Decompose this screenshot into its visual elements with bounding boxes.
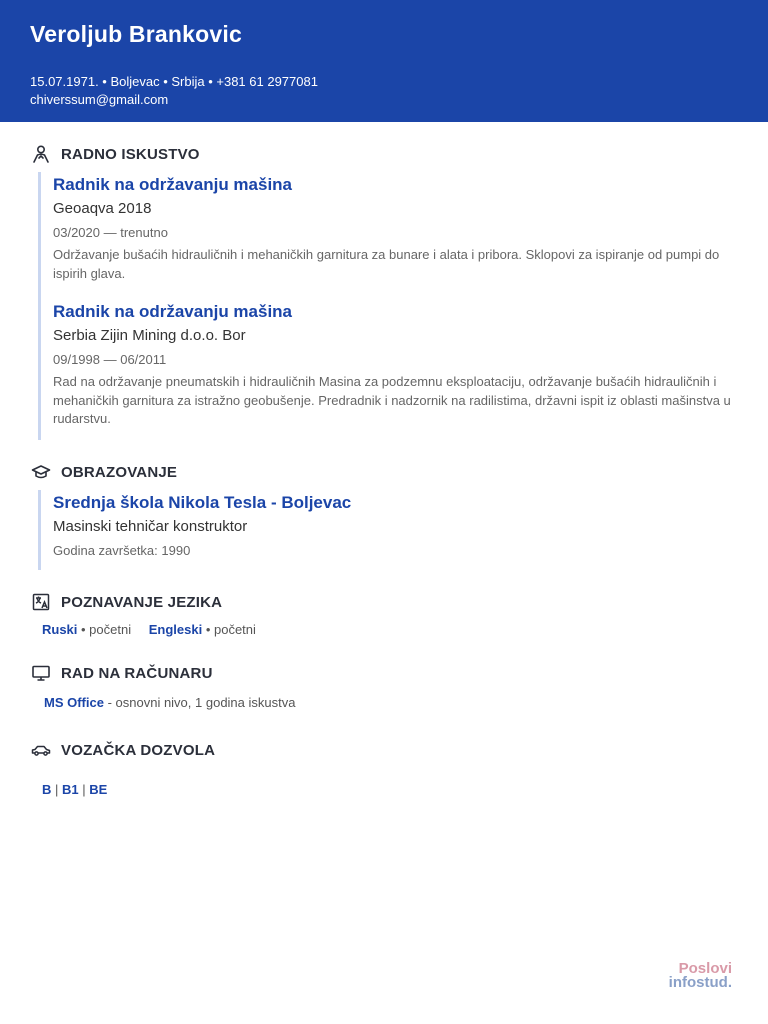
category-separator: | xyxy=(51,782,62,797)
job-description: Rad na održavanje pneumatskih i hidrauličnih Masina za podzemnu eksploataciju, održavanje bušaćih hidrauličnih i mehaničkih garnitura za istražno geobušenje. Predradnik i nadzornik na radilistima, državni ispit iz oblasti mašinstva u rudarstvu. xyxy=(53,374,731,426)
education-list xyxy=(38,490,738,570)
candidate-name: Veroljub Brankovic xyxy=(30,21,242,47)
language-item xyxy=(42,622,131,637)
computer-skill-detail: - osnovni nivo, 1 godina iskustva xyxy=(103,695,296,710)
language-level: • početni xyxy=(77,622,132,637)
person-icon xyxy=(31,144,51,164)
infostud-logo xyxy=(669,962,732,990)
job-period: 03/2020 — trenutno xyxy=(53,225,168,240)
contact-line-personal: 15.07.1971. • Boljevac • Srbija • +381 61 2977081 xyxy=(30,74,318,89)
section-computer-header xyxy=(31,663,213,683)
school-name: Srednja škola Nikola Tesla - Boljevac xyxy=(53,493,352,512)
section-driving-header xyxy=(31,740,215,760)
experience-entry xyxy=(53,301,738,429)
monitor-icon xyxy=(31,663,51,683)
section-title: RADNO ISKUSTVO xyxy=(61,145,200,163)
section-title: VOZAČKA DOZVOLA xyxy=(61,741,216,759)
section-languages-header xyxy=(31,592,222,612)
driving-categories xyxy=(42,782,107,797)
header-banner xyxy=(0,0,768,122)
license-category: BE xyxy=(89,782,108,797)
education-entry xyxy=(53,490,738,560)
language-item xyxy=(149,622,256,637)
graduation-cap-icon xyxy=(31,462,51,482)
section-title: POZNAVANJE JEZIKA xyxy=(61,593,223,611)
degree: Masinski tehničar konstruktor xyxy=(53,518,248,535)
logo-line-poslovi: Poslovi xyxy=(678,960,732,977)
logo-line-infostud: infostud. xyxy=(668,974,732,991)
computer-skill xyxy=(44,695,295,710)
graduation-year: Godina završetka: 1990 xyxy=(53,543,191,558)
section-education-header xyxy=(31,462,177,482)
car-icon xyxy=(31,740,51,760)
language-level: • početni xyxy=(202,622,256,637)
category-separator: | xyxy=(78,782,90,797)
company-name: Serbia Zijin Mining d.o.o. Bor xyxy=(53,327,246,344)
job-title: Radnik na održavanju mašina xyxy=(53,302,293,321)
job-period: 09/1998 — 06/2011 xyxy=(53,352,167,367)
job-description: Održavanje bušaćih hidrauličnih i mehaničkih garnitura za bunare i alata i pribora. Sklopovi za ispiranje od pumpi do ispirih glava. xyxy=(53,247,720,281)
section-title: RAD NA RAČUNARU xyxy=(61,664,213,682)
language-name: Engleski xyxy=(148,622,203,637)
experience-list xyxy=(38,172,738,440)
contact-email[interactable]: chiverssum@gmail.com xyxy=(30,92,169,107)
job-title: Radnik na održavanju mašina xyxy=(53,175,293,194)
license-category: B xyxy=(42,782,52,797)
license-category: B1 xyxy=(62,782,79,797)
translate-icon xyxy=(31,592,51,612)
language-name: Ruski xyxy=(42,622,78,637)
company-name: Geoaqva 2018 xyxy=(53,200,152,217)
languages-list xyxy=(42,622,270,637)
contact-info xyxy=(30,73,318,109)
computer-skill-name: MS Office xyxy=(44,695,104,710)
section-experience-header xyxy=(31,144,200,164)
section-title: OBRAZOVANJE xyxy=(61,463,178,481)
experience-entry xyxy=(53,172,738,283)
